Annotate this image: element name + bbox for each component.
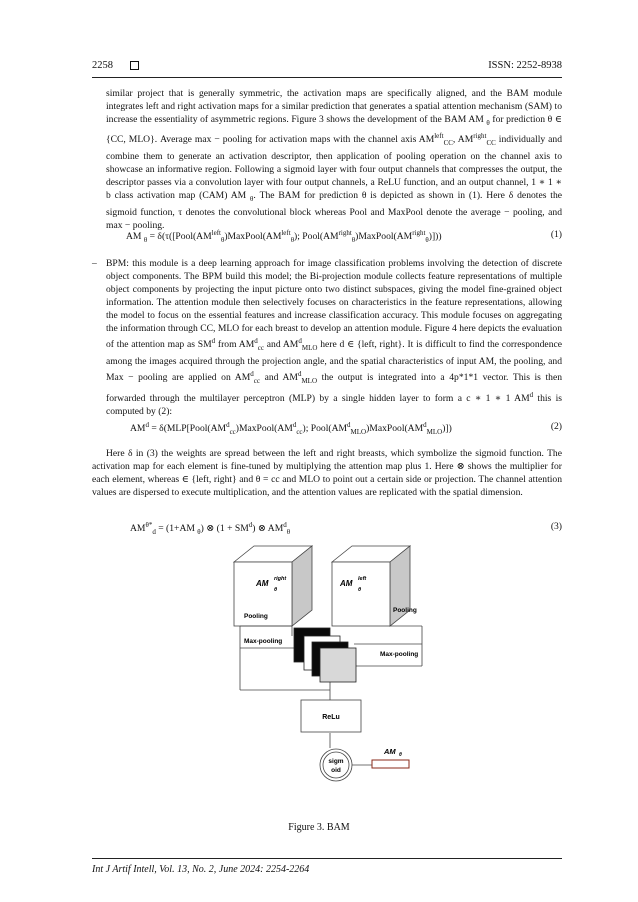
sigmoid-inner-circle: [323, 752, 349, 778]
feature-maps: [294, 628, 356, 682]
bullet-dash: –: [92, 258, 97, 269]
paragraph-1: similar project that is generally symmetric, the activation maps are specifically aligned, and the BAM module integrates left and right activation maps for a similar prediction that generates a spatial attention mechanism (SAM) to increase the essentiality of asymmetric regions. Figure 3 shows the development of the BAM AM $_\theta$ for prediction θ ∈ {CC, MLO}. Average max − pooling for activation maps with the channel axis $AM^{left}_{CC}$, $AM^{right}_{CC}$ individually and combine them to generate an activation descriptor, then application of pooling operation on the channel axis to showcase an informative region. Following a sigmoid layer with four output channels that compresses the output, the descriptor passes via a convolution layer with four output channels, a ReLU function, and an output channel, 1 ∗ 1 ∗ b class activation map (CAM) AM $_\theta$. The BAM for prediction θ is depicted as shown in (1). Here δ denotes the sigmoid function, τ denotes the convolutional block whereas Pool and MaxPool denote the average − pooling, and max − pooling.: [106, 88, 563, 232]
output-sub: θ: [399, 752, 402, 758]
cube-left-sup: right: [274, 576, 287, 582]
issn: ISSN: 2252-8938: [488, 60, 562, 71]
page-number: 2258: [92, 60, 113, 71]
paragraph-3: Here δ in (3) the weights are spread between the left and right breasts, which symbolize the sigmoid function. The activation map for each element is fine-tuned by multiplying the attention map plus 1. Here ⊗ shows the multiplier for each element, whereas ∈ {left, right} and θ = cc and MLO to point out a certain side or projection. The channel attention values are dispersed to execute multiplication, and the attention values are replicated with the spatial dimension.: [92, 448, 562, 499]
cube-right-label: AM: [340, 579, 353, 588]
sigmoid-label-1: sigm: [328, 758, 344, 765]
output-label: AM: [384, 747, 396, 756]
pooling-left-label: Pooling: [244, 613, 268, 620]
feature-map-4: [320, 648, 356, 682]
output-bar: [372, 760, 409, 768]
equation-2-number: (2): [550, 421, 562, 432]
equation-3: $AM^{\theta*}_d = (1+AM$ $_\theta$) ⊗ $(1 + SM^d)$ ⊗ $AM^d_\theta$: [130, 521, 291, 537]
equation-1-number: (1): [550, 229, 562, 240]
equation-1: AM $_\theta = \delta(\tau([Pool(AM^{left}_\theta)MaxPool(AM^{left}_\theta)$; $Pool(AM^{right}_\theta)MaxPool(AM^{right}_\theta)$])): [126, 229, 442, 245]
paragraph-2: BPM: this module is a deep learning approach for image classification problems involving the detection of discrete object components. The BPM build this model; the Bi-projection module collects feature representations of multiple object components by projecting the input picture onto two distinct subspaces, giving the model fine-grained object information. The attention module then selectively focuses on characteristics in the feature representations, allowing the model to focus on the essential features and increase classification accuracy. This module focuses on aggregating the information through CC, MLO for each breast to develop an attention module. Figure 4 here depicts the evaluation of the attention map as $SM^d$ from $AM^d_{cc}$ and $AM^d_{MLO}$ here d ∈ {left, right}. It is difficult to find the correspondence among the images acquired through the projection angle, and the spatial characteristics of input AM, the pooling, and Max − pooling are applied on $AM^d_{cc}$ and $AM^d_{MLO}$ the output is integrated into a 4p*1*1 vector. This is then forwarded through the multilayer perceptron (MLP) by a single hidden layer to form a c ∗ 1 ∗ 1 $AM^d$ this is computed by (2):: [106, 258, 563, 417]
pooling-right-label: Pooling: [393, 607, 417, 614]
footer-rule: [92, 858, 562, 859]
maxpool-right-label: Max-pooling: [380, 651, 419, 658]
cube-right: [332, 546, 410, 626]
cube-right-sub: θ: [358, 587, 362, 593]
cube-right-sup: left: [358, 576, 367, 582]
footer-citation: Int J Artif Intell, Vol. 13, No. 2, June 2024: 2254-2264: [92, 864, 310, 875]
figure-caption: Figure 3. BAM: [288, 822, 350, 833]
cube-left-sub: θ: [274, 587, 278, 593]
sigmoid-label-2: oid: [331, 767, 341, 774]
equation-3-number: (3): [550, 521, 562, 532]
equation-2: $AM^d$ = $\delta(MLP[Pool(AM^d_{cc})MaxPool(AM^d_{cc})$; $Pool(AM^d_{MLO})MaxPool(AM^d_{MLO})$]): [130, 421, 452, 437]
maxpool-left-label: Max-pooling: [244, 638, 283, 645]
relu-label: ReLu: [322, 714, 340, 721]
cube-left-label: AM: [256, 579, 269, 588]
